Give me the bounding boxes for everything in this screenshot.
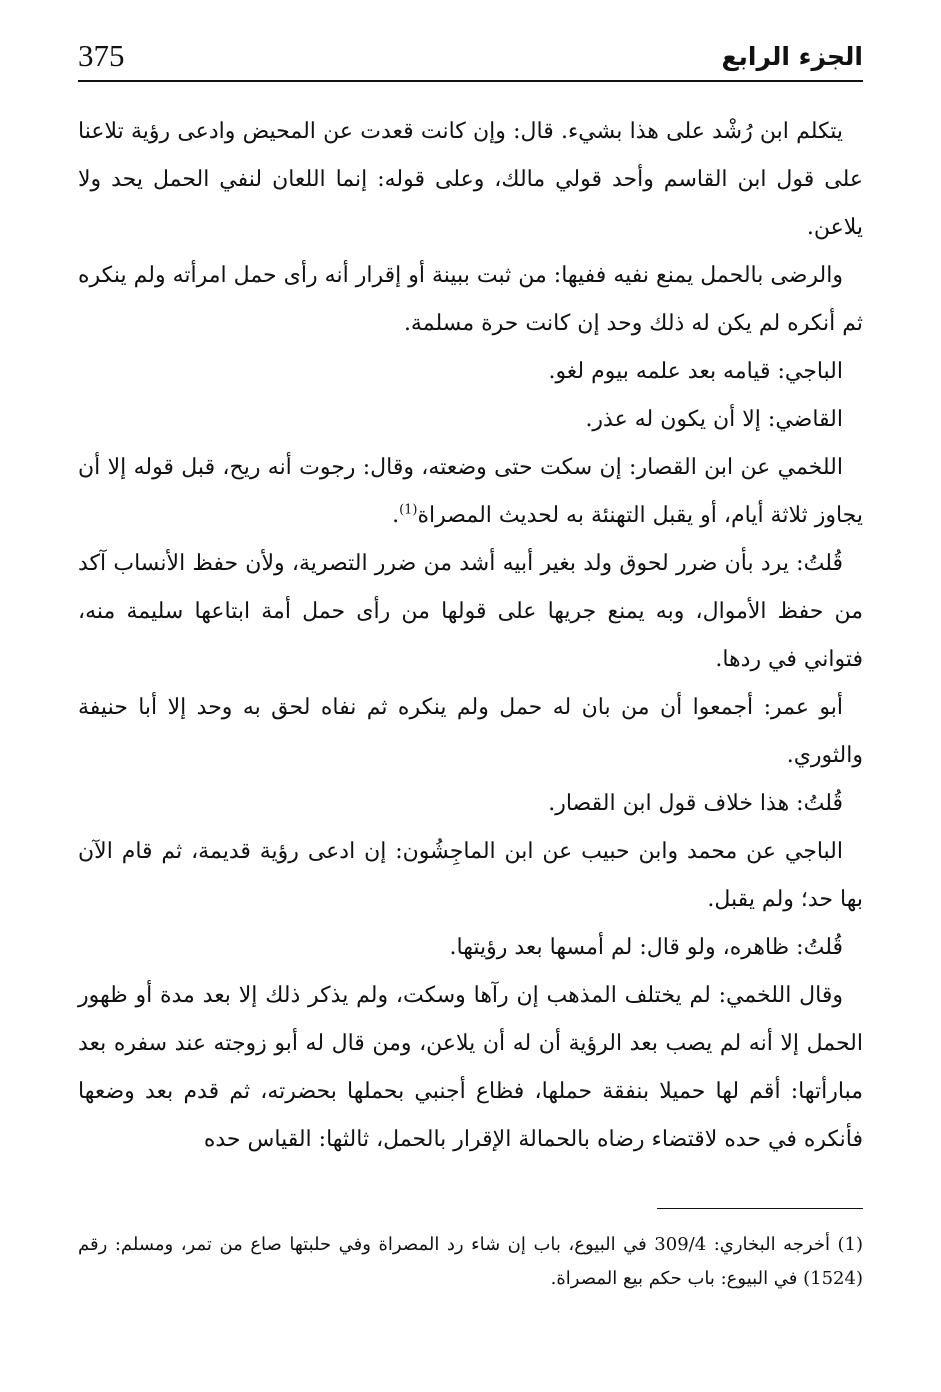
paragraph <box>78 444 863 540</box>
footnote: (1) أخرجه البخاري: 309/4 في البيوع، باب إن شاء رد المصراة وفي حلبتها صاع من تمر، ومسلم: رقم (1524) في البيوع: باب حكم بيع المصراة. <box>78 1234 863 1289</box>
paragraph: الباجي عن محمد وابن حبيب عن ابن الماجِشُون: إن ادعى رؤية قديمة، ثم قام الآن بها حد؛ ولم يقبل. <box>78 839 863 912</box>
paragraph: يتكلم ابن رُشْد على هذا بشيء. قال: وإن كانت قعدت عن المحيض وادعى رؤية تلاعنا على قول ابن القاسم وأحد قولي مالك، وعلى قوله: إنما اللعان لنفي الحمل يحد ولا يلاعن. <box>78 119 863 240</box>
running-head: الجزء الرابع <box>721 42 863 71</box>
footnote-reference[interactable]: (1) <box>399 502 418 518</box>
paragraph-end: . <box>392 503 400 528</box>
paragraph-text: اللخمي عن ابن القصار: إن سكت حتى وضعته، وقال: رجوت أنه ريح، قبل قوله إلا أن يجاوز ثلاثة أيام، أو يقبل التهنئة به لحديث المصراة <box>78 455 863 528</box>
paragraph: قُلتُ: ظاهره، ولو قال: لم أمسها بعد رؤيتها. <box>449 935 843 960</box>
paragraph: القاضي: إلا أن يكون له عذر. <box>585 407 843 432</box>
footnotes <box>78 1228 863 1296</box>
paragraph: قُلتُ: يرد بأن ضرر لحوق ولد بغير أبيه أشد من ضرر التصرية، ولأن حفظ الأنساب آكد من حفظ الأموال، وبه يمنع جريها على قولها من رأى حمل أمة ابتاعها سليمة منه، فتواني في ردها. <box>78 551 863 672</box>
paragraph: وقال اللخمي: لم يختلف المذهب إن رآها وسكت، ولم يذكر ذلك إلا بعد مدة أو ظهور الحمل إلا أنه لم يصب بعد الرؤية أن له أن يلاعن، ومن قال له أبو زوجته عند سفره بعد مبارأتها: أقم لها حميلا بنفقة حملها، فظاع أجنبي بحملها بحضرته، ثم قدم بعد وضعها فأنكره في حده لاقتضاء رضاه بالحمالة الإقرار بالحمل، ثالثها: القياس حده <box>78 983 863 1152</box>
paragraph: أبو عمر: أجمعوا أن من بان له حمل ولم ينكره ثم نفاه لحق به وحد إلا أبا حنيفة والثوري. <box>78 695 863 768</box>
page-header <box>78 28 863 82</box>
main-text <box>78 108 863 1164</box>
footnote-separator <box>657 1208 863 1209</box>
paragraph: والرضى بالحمل يمنع نفيه ففيها: من ثبت ببينة أو إقرار أنه رأى حمل امرأته ولم ينكره ثم أنكره لم يكن له ذلك وحد إن كانت حرة مسلمة. <box>78 263 863 336</box>
paragraph: الباجي: قيامه بعد علمه بيوم لغو. <box>548 359 843 384</box>
page-number: 375 <box>78 38 125 73</box>
paragraph: قُلتُ: هذا خلاف قول ابن القصار. <box>548 791 843 816</box>
